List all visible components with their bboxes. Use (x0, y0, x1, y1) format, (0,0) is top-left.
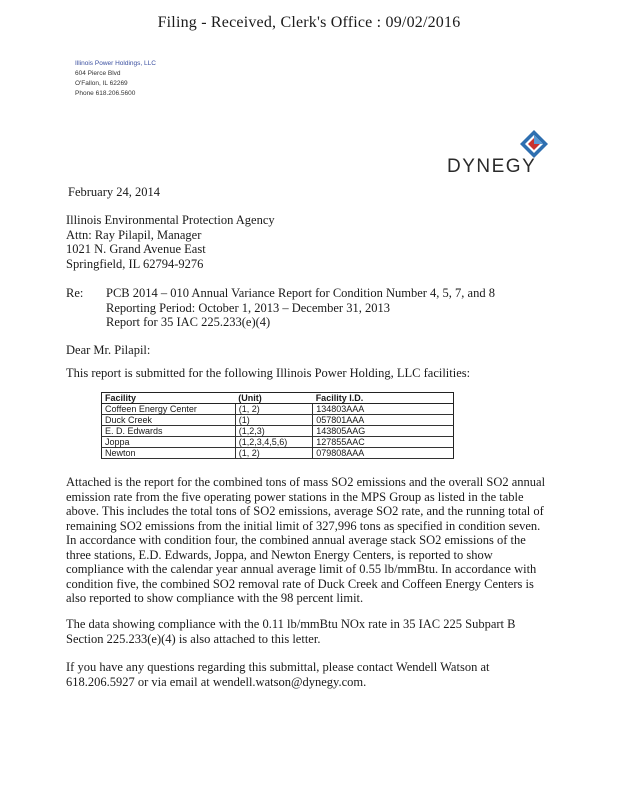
facility-name: Duck Creek (102, 415, 236, 426)
dynegy-wordmark: DYNEGY (447, 156, 537, 177)
paragraph-line: Attached is the report for the combined tons of mass SO2 emissions and the overall SO2 annual (66, 475, 546, 489)
facility-unit: (1) (235, 415, 312, 426)
recipient-line: Attn: Ray Pilapil, Manager (66, 227, 202, 242)
sender-company: Illinois Power Holdings, LLC (75, 60, 156, 67)
paragraph-line: 618.206.5927 or via email at wendell.watson@dynegy.com. (66, 674, 367, 689)
facility-name: Coffeen Energy Center (102, 404, 236, 415)
facility-unit: (1,2,3) (235, 426, 312, 437)
recipient-address (66, 213, 275, 271)
paragraph-line: The data showing compliance with the 0.11 lb/mmBtu NOx rate in 35 IAC 225 Subpart B (66, 617, 516, 631)
paragraph-line: condition five, the combined SO2 removal rate of Duck Creek and Coffeen Energy Centers is (66, 576, 534, 591)
facility-unit: (1, 2) (235, 448, 312, 459)
facility-unit: (1, 2) (235, 404, 312, 415)
paragraph-line: also reported to show compliance with the 98 percent limit. (66, 591, 364, 605)
paragraph-line: If you have any questions regarding this submittal, please contact Wendell Watson at (66, 660, 490, 674)
re-line: PCB 2014 – 010 Annual Variance Report for Condition Number 4, 5, 7, and 8 (106, 286, 495, 300)
sender-city: O'Fallon, IL 62269 (75, 80, 128, 87)
re-subject (106, 286, 495, 330)
sender-street: 604 Pierce Blvd (75, 70, 121, 77)
facility-id: 127855AAC (313, 437, 454, 448)
sender-phone: Phone 618.206.5600 (75, 90, 136, 97)
table-row (102, 437, 454, 448)
sender-address (75, 59, 156, 99)
re-label: Re: (66, 286, 84, 300)
facility-name: Newton (102, 448, 236, 459)
facility-id: 134803AAA (313, 404, 454, 415)
re-line: Report for 35 IAC 225.233(e)(4) (106, 315, 271, 329)
paragraph-line: compliance with the calendar year annual average limit of 0.55 lb/mmBtu. In accordance with (66, 562, 537, 576)
header-unit: (Unit) (235, 393, 312, 404)
table-header-row (102, 393, 454, 404)
report-paragraph (66, 475, 546, 606)
nox-paragraph (66, 617, 536, 646)
paragraph-line: remaining SO2 emissions from the initial limit of 327,996 tons as specified in condition seven. (66, 518, 541, 533)
letter-date: February 24, 2014 (68, 185, 160, 199)
facility-table (101, 392, 454, 459)
table-row (102, 448, 454, 459)
paragraph-line: In accordance with condition four, the combined annual average stack SO2 emissions of the (66, 533, 526, 547)
greeting: Dear Mr. Pilapil: (66, 343, 151, 357)
table-row (102, 426, 454, 437)
facility-name: E. D. Edwards (102, 426, 236, 437)
facility-id: 057801AAA (313, 415, 454, 426)
facility-unit: (1,2,3,4,5,6) (235, 437, 312, 448)
header-facility: Facility (102, 393, 236, 404)
paragraph-line: above. This includes the total tons of SO2 emissions, average SO2 rate, and the running total of (66, 504, 544, 518)
facility-name: Joppa (102, 437, 236, 448)
facility-id: 143805AAG (313, 426, 454, 437)
paragraph-line: emission rate from the five operating power stations in the MPS Group as listed in the table (66, 489, 524, 504)
paragraph-line: three stations, E.D. Edwards, Joppa, and Newton Energy Centers, is reported to show (66, 547, 493, 562)
paragraph-line: Section 225.233(e)(4) is also attached to this letter. (66, 631, 321, 646)
table-row (102, 404, 454, 415)
intro-sentence: This report is submitted for the following Illinois Power Holding, LLC facilities: (66, 366, 471, 380)
recipient-line: 1021 N. Grand Avenue East (66, 242, 206, 256)
contact-paragraph (66, 660, 536, 689)
dynegy-logo-icon (519, 129, 549, 159)
recipient-line: Springfield, IL 62794-9276 (66, 256, 204, 271)
header-facility-id: Facility I.D. (313, 393, 454, 404)
facility-id: 079808AAA (313, 448, 454, 459)
re-line: Reporting Period: October 1, 2013 – December 31, 2013 (106, 300, 390, 315)
table-row (102, 415, 454, 426)
filing-stamp: Filing - Received, Clerk's Office : 09/02/2016 (157, 14, 461, 31)
recipient-line: Illinois Environmental Protection Agency (66, 213, 275, 227)
